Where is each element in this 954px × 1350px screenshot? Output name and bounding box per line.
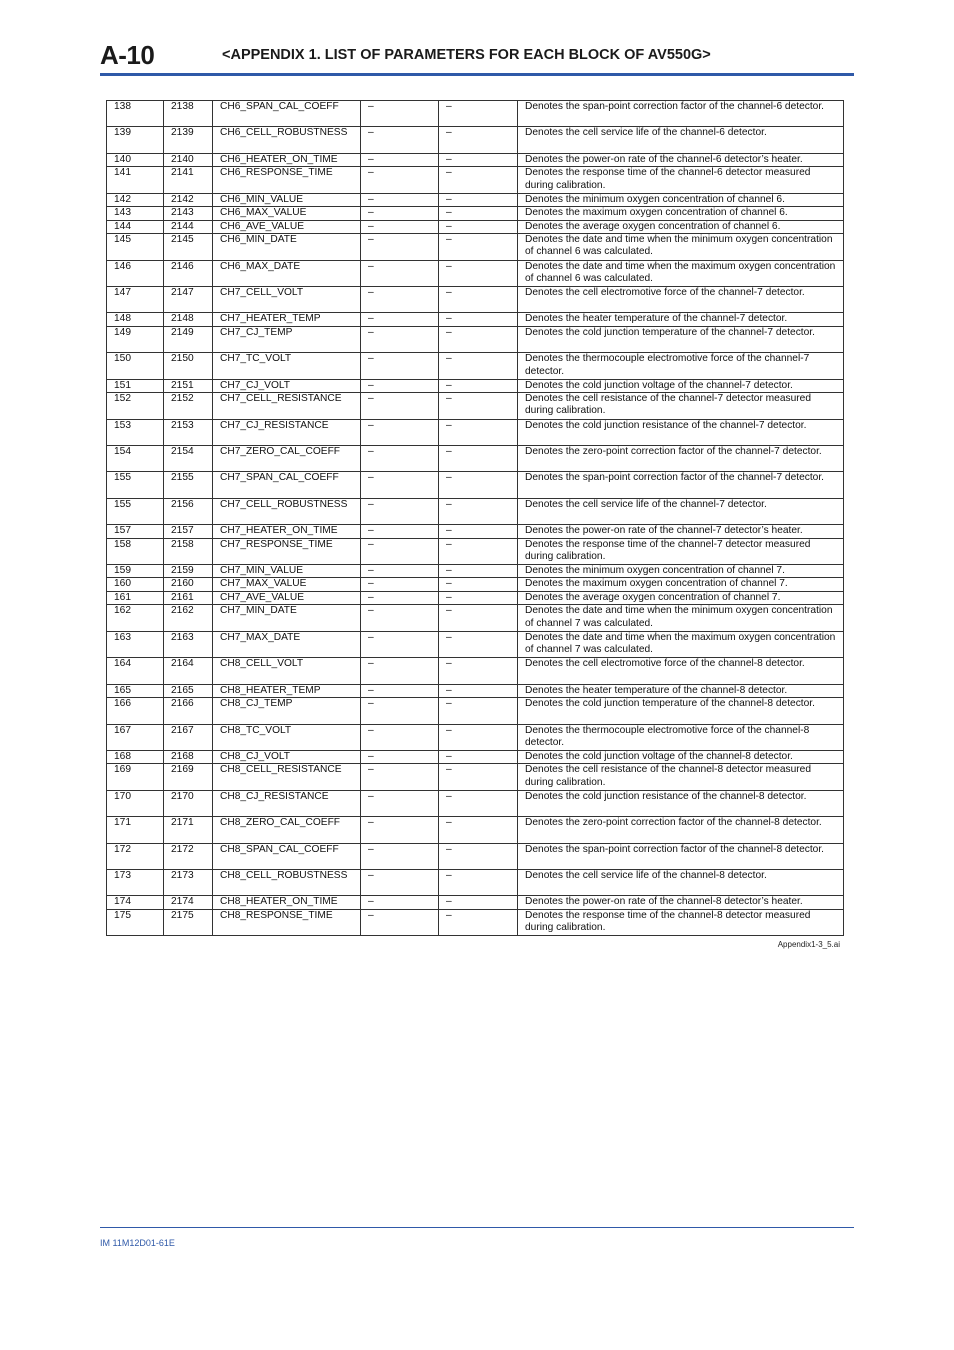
cell-initial-value: –: [439, 286, 518, 312]
cell-relative-index: 2143: [164, 207, 213, 221]
cell-initial-value: –: [439, 578, 518, 592]
table-row: [107, 326, 844, 352]
cell-initial-value: –: [439, 127, 518, 153]
cell-relative-index: 2170: [164, 790, 213, 816]
cell-index: 155: [107, 498, 164, 524]
cell-index: 140: [107, 153, 164, 167]
cell-valid-range: –: [361, 101, 439, 127]
cell-parameter-name: CH8_CJ_VOLT: [213, 750, 361, 764]
cell-relative-index: 2152: [164, 393, 213, 419]
cell-parameter-name: CH8_CELL_ROBUSTNESS: [213, 869, 361, 895]
cell-relative-index: 2171: [164, 817, 213, 843]
cell-valid-range: –: [361, 220, 439, 234]
cell-initial-value: –: [439, 564, 518, 578]
cell-parameter-name: CH7_SPAN_CAL_COEFF: [213, 472, 361, 498]
cell-description: Denotes the zero-point correction factor of the channel-8 detector.: [518, 817, 844, 843]
cell-index: 170: [107, 790, 164, 816]
cell-relative-index: 2167: [164, 724, 213, 750]
cell-valid-range: –: [361, 764, 439, 790]
cell-description: Denotes the cell service life of the channel-7 detector.: [518, 498, 844, 524]
cell-valid-range: –: [361, 379, 439, 393]
cell-parameter-name: CH7_MAX_DATE: [213, 631, 361, 657]
cell-initial-value: –: [439, 631, 518, 657]
cell-initial-value: –: [439, 207, 518, 221]
cell-initial-value: –: [439, 764, 518, 790]
table-row: [107, 419, 844, 445]
cell-index: 159: [107, 564, 164, 578]
table-row: [107, 658, 844, 684]
cell-parameter-name: CH7_AVE_VALUE: [213, 591, 361, 605]
cell-initial-value: –: [439, 260, 518, 286]
cell-valid-range: –: [361, 538, 439, 564]
table-row: [107, 896, 844, 910]
cell-index: 158: [107, 538, 164, 564]
cell-parameter-name: CH6_CELL_ROBUSTNESS: [213, 127, 361, 153]
cell-parameter-name: CH8_RESPONSE_TIME: [213, 909, 361, 936]
cell-description: Denotes the maximum oxygen concentration of channel 6.: [518, 207, 844, 221]
cell-index: 144: [107, 220, 164, 234]
cell-relative-index: 2151: [164, 379, 213, 393]
cell-valid-range: –: [361, 353, 439, 379]
cell-valid-range: –: [361, 578, 439, 592]
cell-description: Denotes the cold junction resistance of the channel-8 detector.: [518, 790, 844, 816]
cell-description: Denotes the cold junction voltage of the channel-7 detector.: [518, 379, 844, 393]
cell-index: 167: [107, 724, 164, 750]
cell-index: 146: [107, 260, 164, 286]
cell-relative-index: 2140: [164, 153, 213, 167]
cell-description: Denotes the cold junction temperature of the channel-8 detector.: [518, 698, 844, 724]
cell-relative-index: 2164: [164, 658, 213, 684]
cell-parameter-name: CH7_CELL_RESISTANCE: [213, 393, 361, 419]
cell-valid-range: –: [361, 698, 439, 724]
cell-relative-index: 2157: [164, 525, 213, 539]
table-row: [107, 764, 844, 790]
cell-index: 161: [107, 591, 164, 605]
cell-description: Denotes the cell service life of the channel-6 detector.: [518, 127, 844, 153]
cell-initial-value: –: [439, 525, 518, 539]
cell-initial-value: –: [439, 698, 518, 724]
cell-parameter-name: CH7_RESPONSE_TIME: [213, 538, 361, 564]
page-id: A-10: [100, 40, 155, 70]
cell-parameter-name: CH6_MAX_DATE: [213, 260, 361, 286]
cell-valid-range: –: [361, 750, 439, 764]
cell-relative-index: 2156: [164, 498, 213, 524]
cell-relative-index: 2168: [164, 750, 213, 764]
cell-valid-range: –: [361, 724, 439, 750]
cell-valid-range: –: [361, 419, 439, 445]
table-row: [107, 260, 844, 286]
table-row: [107, 353, 844, 379]
cell-description: Denotes the power-on rate of the channel-6 detector’s heater.: [518, 153, 844, 167]
cell-parameter-name: CH7_HEATER_TEMP: [213, 313, 361, 327]
cell-initial-value: –: [439, 724, 518, 750]
cell-description: Denotes the date and time when the minimum oxygen concentration of channel 7 was calculated.: [518, 605, 844, 631]
cell-initial-value: –: [439, 101, 518, 127]
footer-rule: [100, 1227, 854, 1228]
cell-parameter-name: CH6_AVE_VALUE: [213, 220, 361, 234]
cell-relative-index: 2141: [164, 167, 213, 193]
cell-description: Denotes the response time of the channel-6 detector measured during calibration.: [518, 167, 844, 193]
table-row: [107, 313, 844, 327]
cell-description: Denotes the heater temperature of the channel-7 detector.: [518, 313, 844, 327]
cell-valid-range: –: [361, 896, 439, 910]
cell-initial-value: –: [439, 220, 518, 234]
table-row: [107, 843, 844, 869]
table-row: [107, 472, 844, 498]
cell-index: 143: [107, 207, 164, 221]
cell-index: 165: [107, 684, 164, 698]
cell-index: 139: [107, 127, 164, 153]
cell-description: Denotes the cold junction voltage of the channel-8 detector.: [518, 750, 844, 764]
cell-initial-value: –: [439, 817, 518, 843]
cell-description: Denotes the thermocouple electromotive force of the channel-8 detector.: [518, 724, 844, 750]
table-row: [107, 698, 844, 724]
cell-valid-range: –: [361, 591, 439, 605]
table-row: [107, 724, 844, 750]
cell-index: 154: [107, 445, 164, 471]
cell-valid-range: –: [361, 525, 439, 539]
cell-index: 151: [107, 379, 164, 393]
cell-index: 142: [107, 193, 164, 207]
cell-valid-range: –: [361, 260, 439, 286]
cell-parameter-name: CH6_SPAN_CAL_COEFF: [213, 101, 361, 127]
cell-relative-index: 2149: [164, 326, 213, 352]
table-row: [107, 167, 844, 193]
table-row: [107, 790, 844, 816]
cell-description: Denotes the cell electromotive force of the channel-8 detector.: [518, 658, 844, 684]
cell-initial-value: –: [439, 843, 518, 869]
cell-relative-index: 2153: [164, 419, 213, 445]
cell-initial-value: –: [439, 498, 518, 524]
table-row: [107, 220, 844, 234]
cell-valid-range: –: [361, 564, 439, 578]
cell-valid-range: –: [361, 326, 439, 352]
cell-relative-index: 2144: [164, 220, 213, 234]
cell-description: Denotes the response time of the channel-8 detector measured during calibration.: [518, 909, 844, 936]
cell-initial-value: –: [439, 313, 518, 327]
table-row: [107, 684, 844, 698]
cell-index: 173: [107, 869, 164, 895]
cell-initial-value: –: [439, 193, 518, 207]
cell-valid-range: –: [361, 167, 439, 193]
cell-relative-index: 2159: [164, 564, 213, 578]
cell-valid-range: –: [361, 313, 439, 327]
cell-parameter-name: CH8_CELL_RESISTANCE: [213, 764, 361, 790]
table-row: [107, 909, 844, 936]
cell-index: 171: [107, 817, 164, 843]
table-row: [107, 591, 844, 605]
cell-relative-index: 2161: [164, 591, 213, 605]
header-rule: [100, 73, 854, 76]
cell-valid-range: –: [361, 234, 439, 260]
cell-initial-value: –: [439, 167, 518, 193]
cell-index: 147: [107, 286, 164, 312]
cell-parameter-name: CH6_MAX_VALUE: [213, 207, 361, 221]
cell-parameter-name: CH8_ZERO_CAL_COEFF: [213, 817, 361, 843]
cell-relative-index: 2163: [164, 631, 213, 657]
cell-description: Denotes the response time of the channel-7 detector measured during calibration.: [518, 538, 844, 564]
cell-initial-value: –: [439, 658, 518, 684]
table-row: [107, 153, 844, 167]
cell-relative-index: 2160: [164, 578, 213, 592]
cell-relative-index: 2174: [164, 896, 213, 910]
cell-valid-range: –: [361, 817, 439, 843]
cell-description: Denotes the cold junction resistance of the channel-7 detector.: [518, 419, 844, 445]
cell-initial-value: –: [439, 234, 518, 260]
page-title: <APPENDIX 1. LIST OF PARAMETERS FOR EACH BLOCK OF AV550G>: [222, 47, 711, 63]
cell-parameter-name: CH8_SPAN_CAL_COEFF: [213, 843, 361, 869]
cell-parameter-name: CH8_CELL_VOLT: [213, 658, 361, 684]
table-row: [107, 631, 844, 657]
cell-relative-index: 2146: [164, 260, 213, 286]
table-row: [107, 538, 844, 564]
cell-index: 160: [107, 578, 164, 592]
cell-initial-value: –: [439, 790, 518, 816]
cell-description: Denotes the power-on rate of the channel-8 detector’s heater.: [518, 896, 844, 910]
cell-parameter-name: CH8_HEATER_ON_TIME: [213, 896, 361, 910]
cell-parameter-name: CH6_HEATER_ON_TIME: [213, 153, 361, 167]
cell-parameter-name: CH8_HEATER_TEMP: [213, 684, 361, 698]
parameter-table: [106, 100, 844, 936]
cell-initial-value: –: [439, 153, 518, 167]
cell-parameter-name: CH7_MAX_VALUE: [213, 578, 361, 592]
cell-parameter-name: CH6_MIN_VALUE: [213, 193, 361, 207]
cell-description: Denotes the thermocouple electromotive force of the channel-7 detector.: [518, 353, 844, 379]
cell-initial-value: –: [439, 379, 518, 393]
cell-valid-range: –: [361, 869, 439, 895]
cell-description: Denotes the cell resistance of the channel-8 detector measured during calibration.: [518, 764, 844, 790]
cell-relative-index: 2169: [164, 764, 213, 790]
cell-valid-range: –: [361, 658, 439, 684]
table-row: [107, 869, 844, 895]
cell-description: Denotes the date and time when the maximum oxygen concentration of channel 7 was calculated.: [518, 631, 844, 657]
cell-valid-range: –: [361, 445, 439, 471]
cell-parameter-name: CH8_CJ_RESISTANCE: [213, 790, 361, 816]
cell-index: 145: [107, 234, 164, 260]
cell-description: Denotes the date and time when the maximum oxygen concentration of channel 6 was calculated.: [518, 260, 844, 286]
cell-initial-value: –: [439, 393, 518, 419]
cell-relative-index: 2158: [164, 538, 213, 564]
cell-description: Denotes the cold junction temperature of the channel-7 detector.: [518, 326, 844, 352]
cell-relative-index: 2139: [164, 127, 213, 153]
cell-description: Denotes the minimum oxygen concentration of channel 7.: [518, 564, 844, 578]
table-row: [107, 445, 844, 471]
cell-index: 153: [107, 419, 164, 445]
table-row: [107, 564, 844, 578]
cell-relative-index: 2155: [164, 472, 213, 498]
cell-valid-range: –: [361, 631, 439, 657]
cell-valid-range: –: [361, 605, 439, 631]
cell-initial-value: –: [439, 591, 518, 605]
cell-description: Denotes the maximum oxygen concentration of channel 7.: [518, 578, 844, 592]
figure-reference: Appendix1-3_5.ai: [777, 940, 840, 949]
table-row: [107, 379, 844, 393]
cell-description: Denotes the span-point correction factor of the channel-7 detector.: [518, 472, 844, 498]
cell-relative-index: 2165: [164, 684, 213, 698]
table-row: [107, 525, 844, 539]
cell-valid-range: –: [361, 207, 439, 221]
cell-initial-value: –: [439, 538, 518, 564]
cell-initial-value: –: [439, 472, 518, 498]
cell-index: 169: [107, 764, 164, 790]
cell-index: 162: [107, 605, 164, 631]
table-row: [107, 127, 844, 153]
cell-relative-index: 2142: [164, 193, 213, 207]
cell-relative-index: 2145: [164, 234, 213, 260]
cell-description: Denotes the power-on rate of the channel-7 detector’s heater.: [518, 525, 844, 539]
cell-valid-range: –: [361, 498, 439, 524]
cell-index: 157: [107, 525, 164, 539]
cell-description: Denotes the cell service life of the channel-8 detector.: [518, 869, 844, 895]
cell-description: Denotes the span-point correction factor of the channel-6 detector.: [518, 101, 844, 127]
cell-relative-index: 2150: [164, 353, 213, 379]
cell-index: 163: [107, 631, 164, 657]
cell-relative-index: 2138: [164, 101, 213, 127]
cell-index: 168: [107, 750, 164, 764]
cell-relative-index: 2172: [164, 843, 213, 869]
cell-index: 138: [107, 101, 164, 127]
cell-description: Denotes the cell resistance of the channel-7 detector measured during calibration.: [518, 393, 844, 419]
cell-valid-range: –: [361, 790, 439, 816]
cell-parameter-name: CH7_MIN_DATE: [213, 605, 361, 631]
table-row: [107, 578, 844, 592]
cell-valid-range: –: [361, 393, 439, 419]
cell-index: 166: [107, 698, 164, 724]
cell-initial-value: –: [439, 896, 518, 910]
cell-parameter-name: CH8_CJ_TEMP: [213, 698, 361, 724]
cell-index: 172: [107, 843, 164, 869]
cell-valid-range: –: [361, 909, 439, 936]
cell-relative-index: 2154: [164, 445, 213, 471]
cell-parameter-name: CH7_CJ_VOLT: [213, 379, 361, 393]
cell-description: Denotes the heater temperature of the channel-8 detector.: [518, 684, 844, 698]
cell-initial-value: –: [439, 326, 518, 352]
cell-parameter-name: CH6_MIN_DATE: [213, 234, 361, 260]
cell-index: 149: [107, 326, 164, 352]
cell-valid-range: –: [361, 286, 439, 312]
cell-relative-index: 2175: [164, 909, 213, 936]
cell-initial-value: –: [439, 419, 518, 445]
cell-valid-range: –: [361, 684, 439, 698]
cell-parameter-name: CH6_RESPONSE_TIME: [213, 167, 361, 193]
cell-initial-value: –: [439, 445, 518, 471]
table-row: [107, 207, 844, 221]
cell-initial-value: –: [439, 869, 518, 895]
table-row: [107, 193, 844, 207]
cell-index: 150: [107, 353, 164, 379]
cell-parameter-name: CH8_TC_VOLT: [213, 724, 361, 750]
cell-description: Denotes the zero-point correction factor of the channel-7 detector.: [518, 445, 844, 471]
cell-parameter-name: CH7_CJ_RESISTANCE: [213, 419, 361, 445]
cell-valid-range: –: [361, 153, 439, 167]
cell-index: 152: [107, 393, 164, 419]
cell-parameter-name: CH7_HEATER_ON_TIME: [213, 525, 361, 539]
cell-index: 175: [107, 909, 164, 936]
document-number: IM 11M12D01-61E: [100, 1238, 175, 1248]
cell-initial-value: –: [439, 605, 518, 631]
cell-parameter-name: CH7_CJ_TEMP: [213, 326, 361, 352]
table-row: [107, 750, 844, 764]
cell-index: 148: [107, 313, 164, 327]
table-row: [107, 605, 844, 631]
parameter-table-body: [107, 101, 844, 936]
cell-index: 155: [107, 472, 164, 498]
cell-description: Denotes the cell electromotive force of the channel-7 detector.: [518, 286, 844, 312]
cell-initial-value: –: [439, 909, 518, 936]
table-row: [107, 393, 844, 419]
cell-index: 141: [107, 167, 164, 193]
cell-initial-value: –: [439, 750, 518, 764]
table-row: [107, 817, 844, 843]
cell-description: Denotes the average oxygen concentration of channel 6.: [518, 220, 844, 234]
cell-parameter-name: CH7_TC_VOLT: [213, 353, 361, 379]
cell-relative-index: 2173: [164, 869, 213, 895]
cell-valid-range: –: [361, 472, 439, 498]
cell-parameter-name: CH7_MIN_VALUE: [213, 564, 361, 578]
cell-relative-index: 2166: [164, 698, 213, 724]
cell-relative-index: 2148: [164, 313, 213, 327]
cell-parameter-name: CH7_CELL_ROBUSTNESS: [213, 498, 361, 524]
cell-index: 174: [107, 896, 164, 910]
table-row: [107, 234, 844, 260]
cell-parameter-name: CH7_ZERO_CAL_COEFF: [213, 445, 361, 471]
cell-initial-value: –: [439, 353, 518, 379]
cell-parameter-name: CH7_CELL_VOLT: [213, 286, 361, 312]
table-row: [107, 286, 844, 312]
cell-valid-range: –: [361, 843, 439, 869]
cell-description: Denotes the average oxygen concentration of channel 7.: [518, 591, 844, 605]
cell-description: Denotes the span-point correction factor of the channel-8 detector.: [518, 843, 844, 869]
cell-relative-index: 2147: [164, 286, 213, 312]
cell-index: 164: [107, 658, 164, 684]
cell-relative-index: 2162: [164, 605, 213, 631]
cell-initial-value: –: [439, 684, 518, 698]
cell-valid-range: –: [361, 127, 439, 153]
cell-description: Denotes the minimum oxygen concentration of channel 6.: [518, 193, 844, 207]
cell-valid-range: –: [361, 193, 439, 207]
table-row: [107, 101, 844, 127]
table-row: [107, 498, 844, 524]
cell-description: Denotes the date and time when the minimum oxygen concentration of channel 6 was calculated.: [518, 234, 844, 260]
